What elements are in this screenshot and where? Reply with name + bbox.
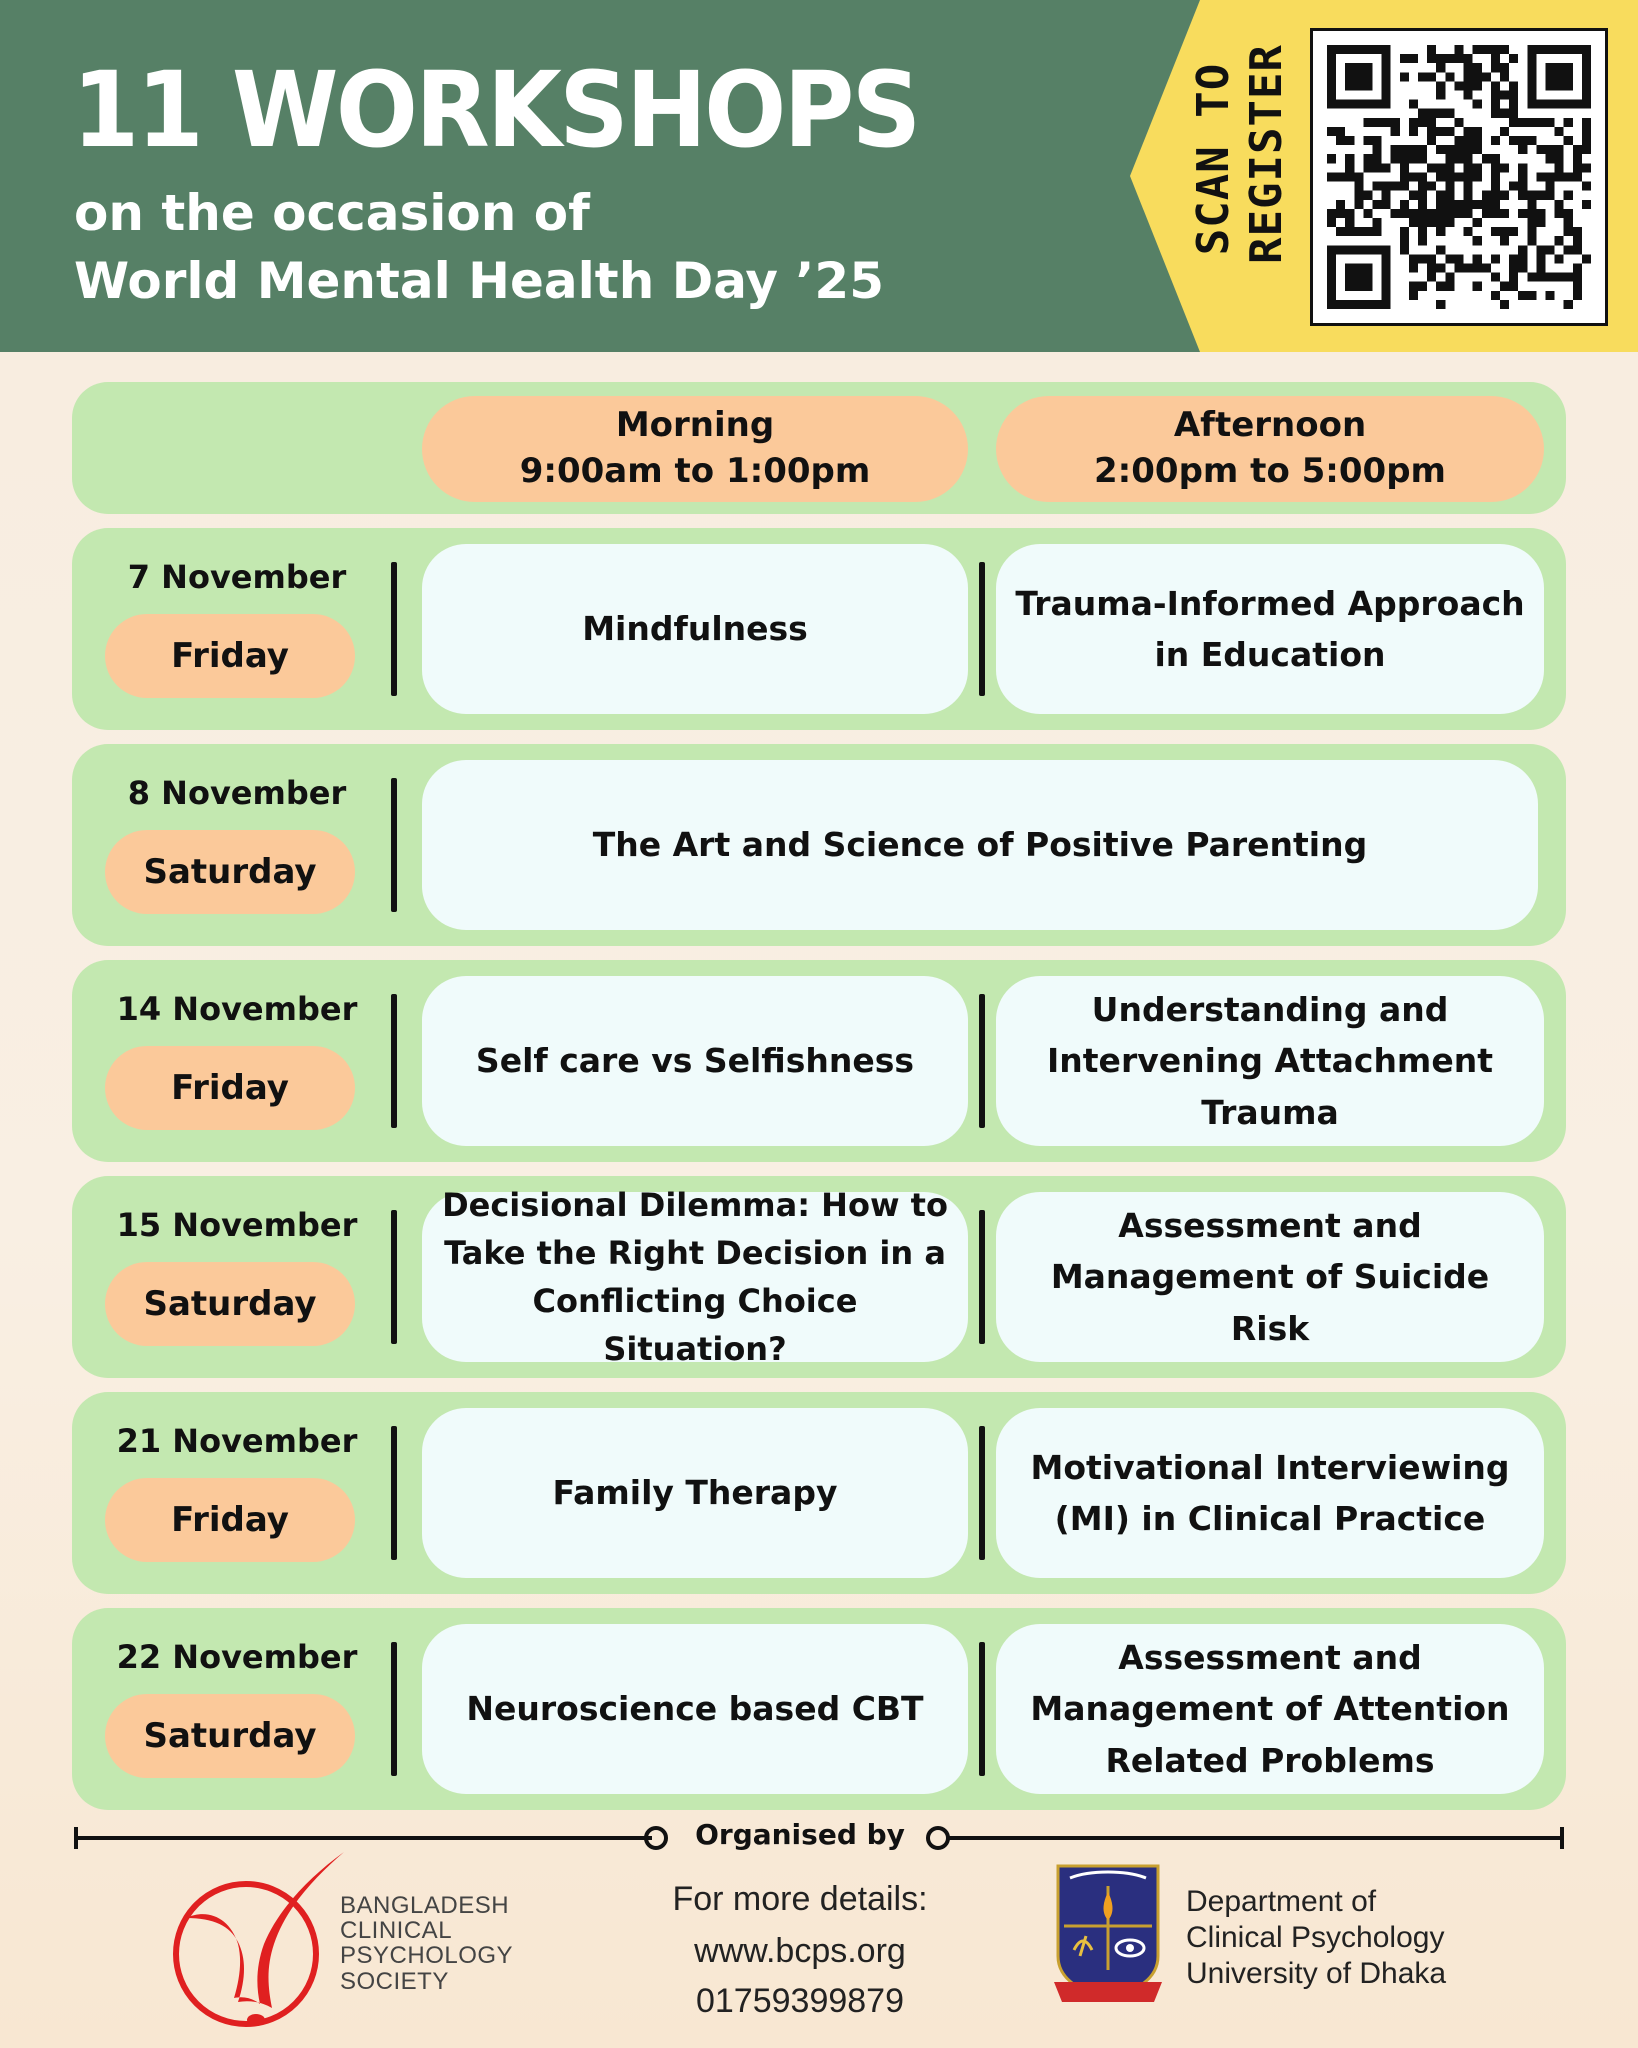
- afternoon-time: 2:00pm to 5:00pm: [1094, 451, 1446, 491]
- row-divider: [391, 1210, 397, 1344]
- row-day: Friday: [105, 1046, 355, 1130]
- afternoon-workshop: Motivational Interviewing (MI) in Clinical Practice: [996, 1408, 1544, 1578]
- scan-to-register-label: [1188, 44, 1294, 264]
- morning-workshop: Decisional Dilemma: How to Take the Right Decision in a Conflicting Choice Situation?: [422, 1192, 968, 1362]
- row-day: Saturday: [105, 830, 355, 914]
- session-divider: [979, 1210, 985, 1344]
- session-divider: [979, 994, 985, 1128]
- schedule-row: [72, 1392, 1566, 1594]
- afternoon-session-header: [996, 396, 1544, 502]
- row-divider: [391, 994, 397, 1128]
- row-date: 15 November: [116, 1206, 358, 1244]
- divider-line-right: [946, 1836, 1564, 1840]
- row-date: 8 November: [127, 774, 347, 812]
- schedule-row: [72, 960, 1566, 1162]
- full-day-workshop: The Art and Science of Positive Parenting: [422, 760, 1538, 930]
- row-day: Saturday: [105, 1694, 355, 1778]
- row-divider: [391, 1642, 397, 1776]
- department-line-3: University of Dhaka: [1186, 1957, 1447, 1990]
- scan-line-1: SCAN TO: [1188, 62, 1239, 256]
- schedule-row: [72, 528, 1566, 730]
- divider-line-left: [74, 1836, 652, 1840]
- morning-workshop: Family Therapy: [422, 1408, 968, 1578]
- bcps-name-line-2: CLINICAL: [340, 1917, 453, 1945]
- subtitle-line-2: World Mental Health Day ’25: [74, 252, 884, 310]
- qr-code-graphic: [1327, 45, 1591, 309]
- phone-number[interactable]: 01759399879: [695, 1982, 904, 2020]
- row-divider: [391, 778, 397, 912]
- bcps-name-line-4: SOCIETY: [340, 1967, 449, 1995]
- afternoon-workshop: Understanding and Intervening Attachment Trauma: [996, 976, 1544, 1146]
- session-divider: [979, 1642, 985, 1776]
- row-date: 22 November: [116, 1638, 358, 1676]
- row-day: Saturday: [105, 1262, 355, 1346]
- bcps-name-line-1: BANGLADESH: [340, 1892, 510, 1919]
- divider-cap-right: [1560, 1827, 1564, 1849]
- details-label: For more details:: [672, 1880, 928, 1918]
- subtitle-line-1: on the occasion of: [74, 184, 590, 242]
- row-date: 14 November: [116, 990, 358, 1028]
- organised-by-label: Organised by: [695, 1818, 905, 1851]
- afternoon-workshop: Trauma-Informed Approach in Education: [996, 544, 1544, 714]
- row-date: 21 November: [116, 1422, 358, 1460]
- afternoon-workshop: Assessment and Management of Suicide Risk: [996, 1192, 1544, 1362]
- morning-session-header: [422, 396, 968, 502]
- qr-code-icon[interactable]: [1310, 28, 1608, 326]
- university-of-dhaka-crest-icon: [1050, 1860, 1166, 2006]
- row-divider: [391, 562, 397, 696]
- qr-modules: [1327, 45, 1591, 309]
- morning-workshop: Self care vs Selfishness: [422, 976, 968, 1146]
- bcps-name-line-3: PSYCHOLOGY: [340, 1942, 514, 1970]
- morning-workshop: Neuroscience based CBT: [422, 1624, 968, 1794]
- session-divider: [979, 562, 985, 696]
- scan-line-2: REGISTER: [1240, 44, 1292, 264]
- afternoon-workshop: Assessment and Management of Attention Related Problems: [996, 1624, 1544, 1794]
- schedule-row: [72, 744, 1566, 946]
- morning-label: Morning: [615, 405, 775, 446]
- row-divider: [391, 1426, 397, 1560]
- morning-workshop: Mindfulness: [422, 544, 968, 714]
- schedule-row: [72, 1176, 1566, 1378]
- department-line-1: Department of: [1186, 1885, 1377, 1918]
- schedule-row: [72, 1608, 1566, 1810]
- bcps-name: [340, 1893, 513, 1994]
- website-link[interactable]: www.bcps.org: [694, 1932, 906, 1970]
- session-divider: [979, 1426, 985, 1560]
- department-name: [1186, 1884, 1446, 1992]
- page-title: 11 WORKSHOPS: [72, 49, 919, 171]
- row-date: 7 November: [127, 558, 347, 596]
- row-day: Friday: [105, 614, 355, 698]
- morning-time: 9:00am to 1:00pm: [519, 451, 871, 491]
- row-day: Friday: [105, 1478, 355, 1562]
- bcps-logo-icon: [168, 1848, 348, 2034]
- afternoon-label: Afternoon: [1173, 405, 1367, 446]
- department-line-2: Clinical Psychology: [1186, 1921, 1445, 1954]
